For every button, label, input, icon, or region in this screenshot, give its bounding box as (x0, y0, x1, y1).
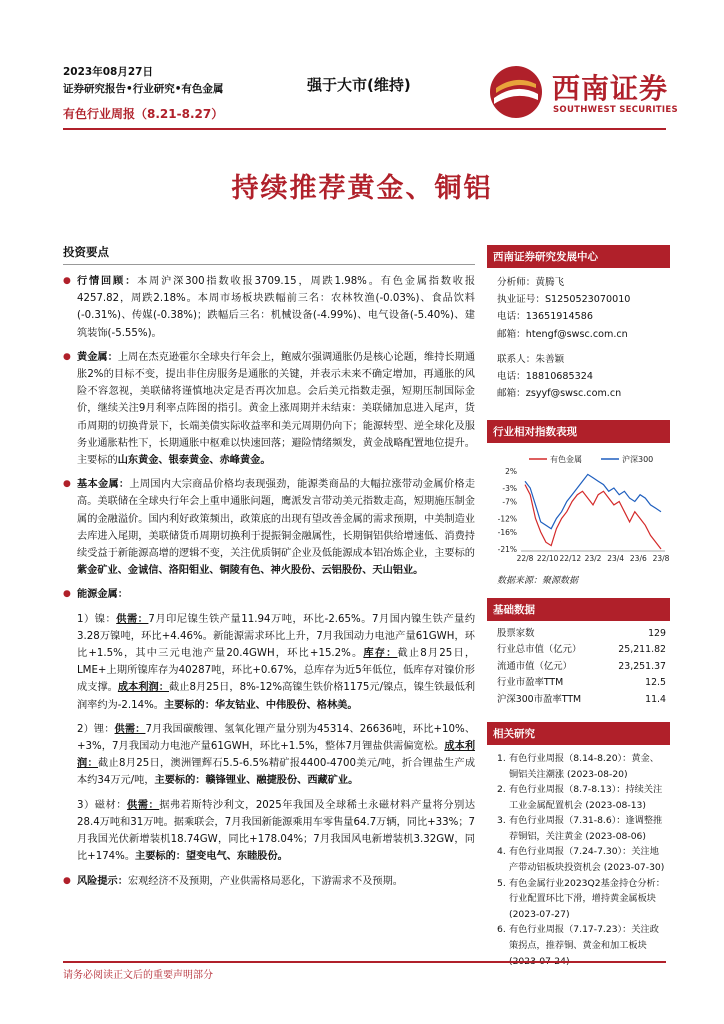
stat-key: 行业市盈率TTM (497, 677, 564, 689)
base-targets: 紫金矿业、金诚信、洛阳钼业、铜陵有色、神火股份、云铝股份、天山铝业。 (77, 565, 424, 577)
item-number: 3. (497, 815, 506, 827)
stat-value: 23,251.37 (618, 660, 666, 672)
chart-box-heading: 行业相对指数表现 (487, 420, 670, 443)
nickel-profit-text: 截止8月25日，8%-12%高镍生铁价格1175元/镍点，镍生铁最低利润率约为-2.14%。 (77, 682, 476, 711)
stat-key: 沪深300市盈率TTM (497, 693, 582, 705)
item-number: 4. (497, 846, 506, 858)
bullet-icon: ● (63, 479, 71, 490)
footer-divider (63, 961, 666, 963)
footer-disclaimer[interactable]: 请务必阅读正文后的重要声明部分 (63, 970, 213, 981)
series-line-nonferrous (525, 485, 661, 549)
gold-section (63, 349, 475, 469)
related-research-list (487, 745, 670, 969)
list-item[interactable] (497, 813, 666, 844)
y-tick-label: -12% (497, 514, 517, 524)
market-review (63, 273, 475, 342)
x-tick-label: 23/6 (629, 554, 647, 564)
nickel-supply-label: 供需： (116, 613, 149, 625)
analyst-info (487, 268, 670, 402)
lithium-supply-text: 7月我国碳酸锂、氢氧化锂产量分别为45314、26636吨，环比+10%、+3%，7月我国动力电池产量61GWH，环比+1.5%，整体7月锂盐供需偏宽松。 (77, 723, 476, 753)
x-tick-label: 23/8 (652, 554, 670, 564)
logo-text-cn: 西南证券 (552, 72, 669, 105)
report-date: 2023年08月27日 (63, 66, 153, 78)
analyst-license: 执业证号：S1250523070010 (497, 294, 631, 306)
risk-label: 风险提示： (77, 875, 128, 887)
lithium-targets-label: 主要标的： (154, 775, 206, 787)
bullet-icon: ● (63, 276, 71, 286)
contact-email[interactable]: 邮箱：zsyyf@swsc.com.cn (497, 388, 622, 400)
magnet-targets: 望变电气、东睦股份。 (185, 851, 288, 863)
header-divider (63, 128, 666, 130)
index-chart-svg (487, 449, 670, 567)
item-number: 5. (497, 877, 506, 889)
table-row (487, 691, 670, 708)
report-period: 有色行业周报（8.21-8.27） (63, 107, 224, 121)
stat-value: 11.4 (645, 693, 666, 705)
lithium-targets: 赣锋锂业、融捷股份、西藏矿业。 (205, 775, 359, 787)
bullet-icon: ● (63, 589, 71, 600)
table-row (487, 675, 670, 692)
lithium-supply-label: 供需： (114, 723, 146, 735)
table-row (487, 625, 670, 642)
lithium-profit-label: 成本利润： (77, 741, 476, 770)
stat-value: 25,211.82 (618, 644, 666, 656)
y-tick-label: 2% (505, 467, 517, 477)
nickel-stock-text: 截止8月25日，LME+上期所镍库存为40287吨，环比+0.67%，总库存为近5年低位，低库存对镍价形成支撑。 (77, 648, 476, 694)
nickel-targets: 华友钴业、中伟股份、格林美。 (214, 699, 358, 711)
investment-summary (63, 244, 475, 897)
analyst-box-heading: 西南证券研究发展中心 (487, 245, 670, 268)
base-text: 上周国内大宗商品价格均表现强劲，能源类商品的大幅拉涨带动金属价格走高。美联储在全球央行年会上重申通胀问题，鹰派发言带动美元指数走高，短期施压制金属的金融溢价。国内利好政策频出，政策底的出现有望改善金属的需求预期，中美制造业去库进入尾期，美联储货币周期切换利于提振铜金融属性，长期铜铝供给增速低、消费持续受益于新能源高增的逻辑不变，关注优质铜矿企业及低能源成本铝冶炼企业，主要标的 (77, 479, 476, 560)
x-tick-label: 22/10 (536, 554, 559, 564)
legend-label: 有色金属 (550, 455, 582, 465)
energy-metal-section (63, 586, 475, 603)
analyst-name: 分析师：黄腾飞 (497, 277, 565, 288)
stat-value: 129 (648, 627, 666, 639)
magnet-supply-label: 供需： (126, 799, 160, 811)
item-number: 2. (497, 784, 506, 796)
gold-text: 上周在杰克逊霍尔全球央行年会上，鲍威尔强调通胀仍是核心论题，维持长期通胀2%的目标不变，提出非住房服务是通胀的关键，并表示未来不确定增加，再通胀的风险不容忽视，美联储将谨慎地决定是否再次加息。会后美元指数走强，短期压制国际金价，继续关注9月利率点阵图的指引。黄金上涨周期并未结束：美联储加息进入尾声，货币周期的切换背景下，长端美债实际收益率和美元周期仍向下；能源转型、逆全球化及服务业通胀粘性下，长期通胀中枢难以快速回落；避险情绪频发，黄金战略配置地位提升。主要标的 (77, 351, 476, 467)
list-item[interactable] (497, 751, 666, 782)
risk-text: 宏观经济不及预期，产业供需格局恶化，下游需求不及预期。 (127, 875, 403, 887)
stat-key: 股票家数 (497, 627, 535, 639)
market-text: 本周沪深300指数收报3709.15，周跌1.98%。有色金属指数收报4257.82，周跌2.18%。本周市场板块跌幅前三名：农林牧渔(-0.03%)、食品饮料(-0.31%)、传媒(-0.38%)；跌幅后三名：机械设备(-4.99%)、电气设备(-5.40%)、建筑装饰(-5.55%)。 (77, 276, 476, 339)
bullet-icon: ● (63, 875, 71, 886)
risk-section (63, 873, 475, 890)
base-metal-section (63, 476, 475, 579)
list-item[interactable] (497, 876, 666, 923)
industry-rating: 强于大市(维持) (307, 76, 411, 94)
market-label: 行情回顾： (77, 276, 138, 287)
nickel-prefix: 1）镍： (77, 613, 117, 625)
lithium-prefix: 2）锂： (77, 723, 115, 735)
index-chart (487, 449, 670, 571)
y-tick-label: -21% (497, 545, 517, 555)
nickel-paragraph (77, 611, 475, 714)
chart-source: 数据来源：聚源数据 (497, 576, 579, 587)
list-item[interactable] (497, 844, 666, 875)
magnet-paragraph (77, 797, 475, 866)
item-title: 有色行业周报（8.14-8.20）：黄金、铜铝关注潮涨 (2023-08-20) (509, 752, 659, 780)
report-type: 证券研究报告•行业研究•有色金属 (63, 83, 224, 95)
basic-data-table (487, 625, 670, 708)
nickel-stock-label: 库存： (363, 648, 398, 660)
table-row (487, 642, 670, 659)
sidebar (487, 245, 670, 969)
summary-heading: 投资要点 (63, 244, 475, 265)
related-research-heading: 相关研究 (487, 722, 670, 745)
analyst-email[interactable]: 邮箱：htengf@swsc.com.cn (497, 328, 628, 340)
item-title: 有色行业周报（7.17-7.23）：关注政策拐点，推荐铜、黄金和加工板块 (509, 924, 659, 952)
item-title: 有色行业周报（7.31-8.6）：逢调整推荐铜铝，关注黄金 (2023-08-06) (509, 815, 663, 842)
bullet-icon: ● (63, 351, 71, 362)
stat-value: 12.5 (645, 677, 666, 689)
nickel-profit-label: 成本利润： (117, 682, 169, 694)
logo-mark-icon (488, 64, 544, 120)
x-tick-label: 23/4 (607, 554, 625, 564)
stat-key: 行业总市值（亿元） (497, 644, 582, 656)
item-number: 6. (497, 924, 506, 936)
series-line-hs300 (525, 475, 661, 529)
y-tick-label: -16% (497, 528, 517, 538)
y-tick-label: -3% (502, 484, 517, 494)
list-item[interactable] (497, 782, 666, 813)
stat-key: 流通市值（亿元） (497, 660, 573, 672)
item-title: 有色行业周报（7.24-7.30）：关注地产带动铝板块投资机会 (2023-07-30) (509, 846, 665, 874)
nickel-targets-label: 主要标的： (163, 699, 215, 711)
lithium-paragraph (77, 721, 475, 790)
magnet-targets-label: 主要标的： (135, 851, 186, 863)
base-label: 基本金属： (77, 479, 130, 491)
legend-label: 沪深300 (622, 455, 654, 465)
y-tick-label: -7% (502, 497, 517, 507)
logo-text-en: SOUTHWEST SECURITIES (553, 105, 678, 115)
item-title: 有色金属行业2023Q2基金持仓分析：行业配置环比下滑，增持黄金属板块 (2023-07-27) (509, 877, 665, 920)
item-title: 有色行业周报（8.7-8.13）：持续关注工业金属配置机会 (2023-08-13) (509, 784, 663, 811)
contact-phone: 电话：18810685324 (497, 371, 593, 383)
energy-label: 能源金属： (77, 589, 128, 601)
lithium-profit-text: 截止8月25日，澳洲锂辉石5.5-6.5%精矿报4400-4700美元/吨，折合锂盐生产成本约34万元/吨， (77, 758, 476, 787)
page-title: 持续推荐黄金、铜铝 (231, 173, 493, 204)
x-tick-label: 22/8 (516, 554, 534, 564)
gold-label: 黄金属： (77, 351, 118, 363)
item-number: 1. (497, 752, 506, 764)
nickel-supply-text: 7月印尼镍生铁产量11.94万吨，环比-2.65%。7月国内镍生铁产量约3.28万镍吨，环比+4.46%。新能源需求环比上升，7月我国动力电池产量61GWH，环比+1.5%，其中三元电池产量20.4GWH，环比+15.2%。 (77, 613, 476, 660)
contact-name: 联系人：朱善颖 (497, 353, 565, 365)
analyst-phone: 电话：13651914586 (497, 311, 593, 323)
table-row (487, 658, 670, 675)
magnet-supply-text: 据弗若斯特沙利文，2025年我国及全球稀土永磁材料产量将分别达28.4万吨和31万吨。据乘联会，7月我国新能源乘用车零售量64.7万辆，同比+33%；7月我国光伏新增装机18.74GW，同比+178.04%；7月我国风电新增装机3.32GW，同比+174%。 (77, 799, 476, 863)
magnet-prefix: 3）磁材： (77, 799, 127, 811)
x-tick-label: 23/2 (584, 554, 602, 564)
x-tick-label: 22/12 (559, 554, 582, 564)
gold-targets: 山东黄金、银泰黄金、赤峰黄金。 (117, 455, 271, 467)
basic-data-heading: 基础数据 (487, 598, 670, 621)
